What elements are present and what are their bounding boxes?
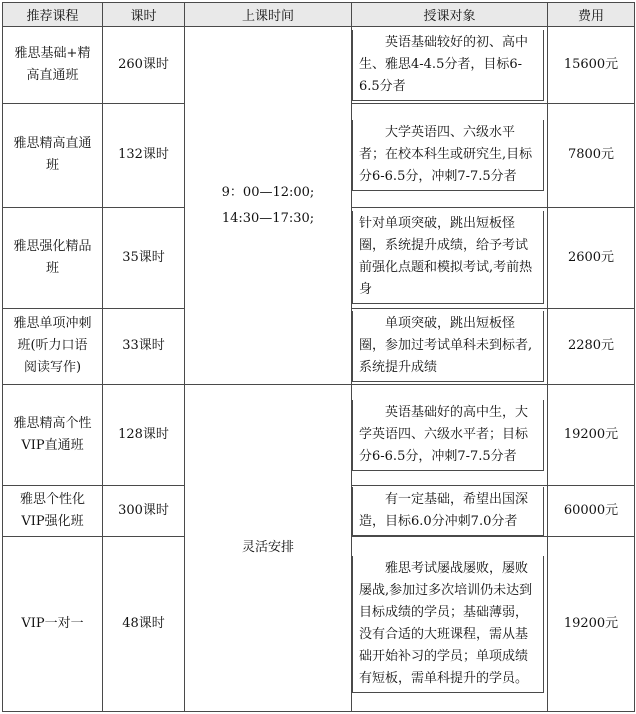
header-fee: 费用 — [548, 3, 635, 27]
course-hours: 128课时 — [103, 385, 185, 486]
course-target-text: 英语基础较好的初、高中生、雅思4-4.5分者，目标6-6.5分者 — [359, 34, 529, 94]
table-row — [3, 385, 635, 486]
table-row — [3, 27, 635, 104]
course-target — [352, 27, 548, 104]
schedule-cell-1 — [185, 27, 352, 385]
course-name: 雅思精高直通班 — [3, 104, 103, 207]
course-target-text: 大学英语四、六级水平者；在校本科生或研究生,目标分6-6.5分，冲刺7-7.5分者 — [359, 124, 533, 184]
course-hours: 35课时 — [103, 207, 185, 308]
course-target-text: 针对单项突破，跳出短板怪圈，系统提升成绩，给予考试前强化点题和模拟考试,考前热身 — [352, 211, 544, 304]
schedule-line-1: 9：00—12:00; — [221, 184, 315, 200]
course-fee: 19200元 — [548, 385, 635, 486]
course-target — [352, 207, 548, 308]
course-fee: 7800元 — [548, 104, 635, 207]
course-fee: 19200元 — [548, 537, 635, 712]
course-fee: 15600元 — [548, 27, 635, 104]
course-hours: 132课时 — [103, 104, 185, 207]
header-time: 上课时间 — [185, 3, 352, 27]
course-name: 雅思强化精品班 — [3, 207, 103, 308]
course-name: 雅思个性化VIP强化班 — [3, 486, 103, 537]
course-target-text: 单项突破，跳出短板怪圈，参加过考试单科未到标者,系统提升成绩 — [359, 315, 533, 375]
course-hours: 33课时 — [103, 308, 185, 384]
course-target — [352, 385, 548, 486]
course-target — [352, 486, 548, 537]
course-target-text: 雅思考试屡战屡败，屡败屡战,参加过多次培训仍未达到目标成绩的学员；基础薄弱，没有合适的大班课程，需从基础开始补习的学员；单项成绩有短板，需单科提升的学员。 — [359, 560, 533, 686]
header-row — [3, 3, 635, 27]
course-fee: 2600元 — [548, 207, 635, 308]
course-name: 雅思基础+精高直通班 — [3, 27, 103, 104]
course-hours: 260课时 — [103, 27, 185, 104]
course-target — [352, 308, 548, 384]
course-hours: 300课时 — [103, 486, 185, 537]
schedule-line-2: 14:30—17:30; — [221, 210, 315, 226]
course-fee: 2280元 — [548, 308, 635, 384]
schedule-cell-2: 灵活安排 — [185, 385, 352, 712]
course-name: 雅思精高个性VIP直通班 — [3, 385, 103, 486]
course-hours: 48课时 — [103, 537, 185, 712]
course-target-text: 英语基础好的高中生，大学英语四、六级水平者；目标分6-6.5分，冲刺7-7.5分者 — [359, 404, 529, 464]
course-name: 雅思单项冲刺班(听力口语阅读写作) — [3, 308, 103, 384]
header-course: 推荐课程 — [3, 3, 103, 27]
course-table — [2, 2, 635, 712]
course-name: VIP一对一 — [3, 537, 103, 712]
header-target: 授课对象 — [352, 3, 548, 27]
course-target — [352, 104, 548, 207]
header-hours: 课时 — [103, 3, 185, 27]
course-target-text: 有一定基础，希望出国深造，目标6.0分冲刺7.0分者 — [359, 491, 529, 529]
course-fee: 60000元 — [548, 486, 635, 537]
course-target — [352, 537, 548, 712]
